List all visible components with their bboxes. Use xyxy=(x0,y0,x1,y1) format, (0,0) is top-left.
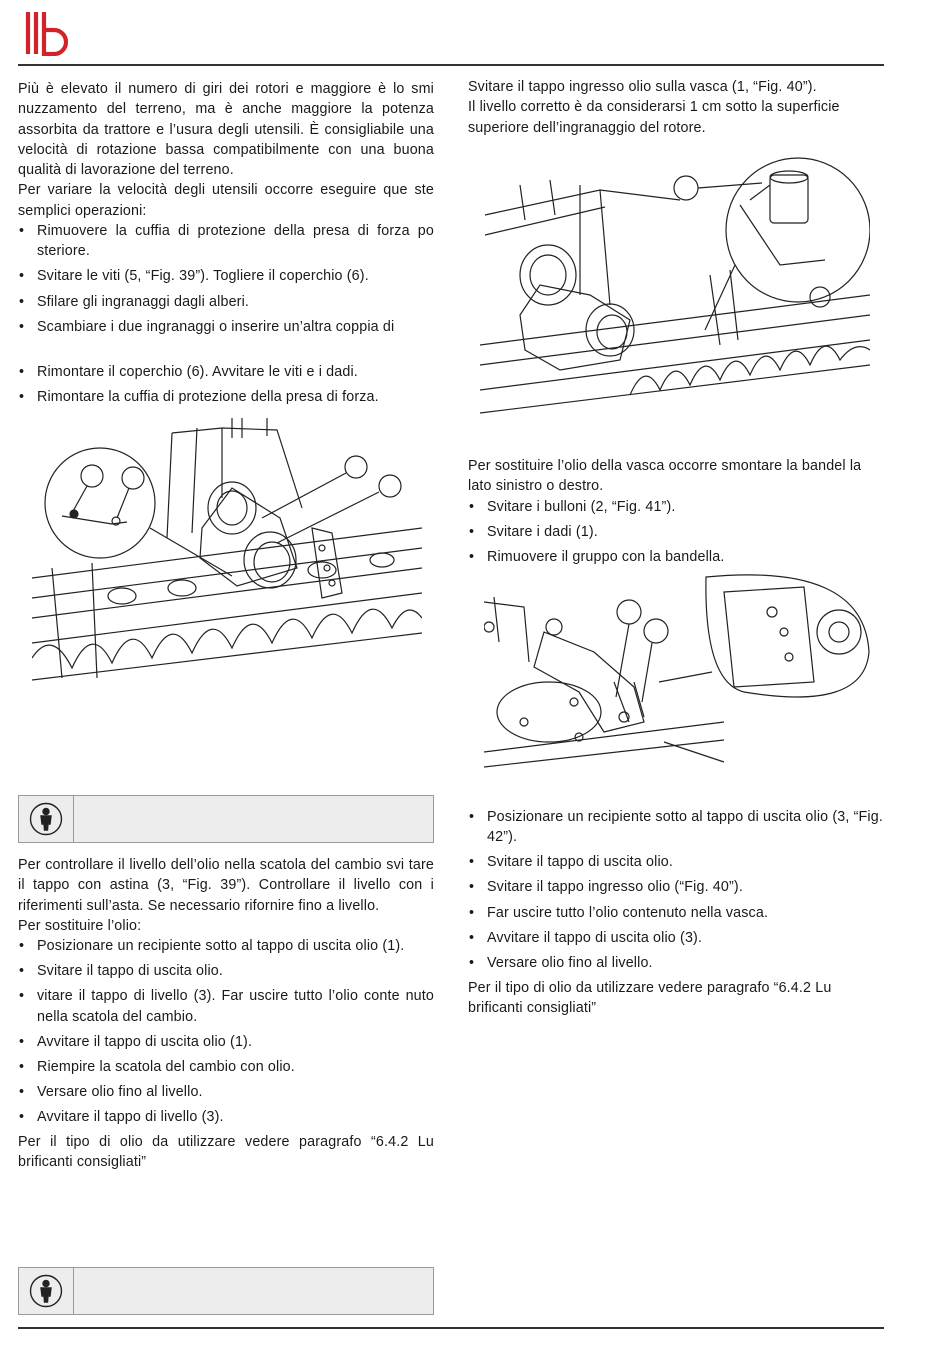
list-item: • Svitare i bulloni (2, “Fig. 41”). xyxy=(468,497,886,517)
figure-gearbox-illustration xyxy=(32,418,422,686)
note-box xyxy=(18,1267,434,1315)
tank-steps-list xyxy=(468,807,886,973)
callout-circle xyxy=(674,176,698,200)
tank-level-note: Il livello corretto è da considerarsi 1 cm sotto la superficie superiore dell’ingranaggio del rotore. xyxy=(468,99,840,136)
intro-paragraph: Più è elevato il numero di giri dei rotori e maggiore è lo smi nuzzamento del terreno, ma è anche maggiore la potenza assorbita da trattore e l’usura degli utensili. È consigliabile una velocità di rotazione bassa compatibilmente con una buona qualità di lavorazione del terreno. xyxy=(18,81,434,179)
operator-person-icon xyxy=(19,1268,74,1314)
oil-check-paragraph: Per controllare il livello dell’olio nella scatola del cambio svi tare il tappo con astina (3, “Fig. 39”). Controllare il livello con i riferimenti sull’asta. Se necessario rifornire fino a livello. xyxy=(18,857,434,914)
list-item: • Far uscire tutto l’olio contenuto nella vasca. xyxy=(468,903,886,923)
figure-bandella-illustration xyxy=(484,572,874,768)
oil-steps-list xyxy=(18,936,434,1127)
detail-outline xyxy=(706,575,869,697)
list-item: • Svitare le viti (5, “Fig. 39”). Togliere il coperchio (6). xyxy=(18,266,434,286)
operator-person-icon xyxy=(19,796,74,842)
brand-logo xyxy=(24,10,72,56)
speed-steps-list xyxy=(18,221,434,407)
list-item: • Versare olio fino al livello. xyxy=(468,953,886,973)
lubricant-reference: Per il tipo di olio da utilizzare vedere paragrafo “6.4.2 Lu brificanti consigliati” xyxy=(468,979,832,1017)
intro-steps-lead: Per variare la velocità degli utensili occorre eseguire que ste semplici operazioni: xyxy=(18,182,434,219)
header-rule xyxy=(18,64,884,66)
oil-steps-lead: Per sostituire l’olio: xyxy=(18,917,142,934)
list-item: • Sfilare gli ingranaggi dagli alberi. xyxy=(18,292,434,312)
tank-fill-section xyxy=(468,77,886,138)
callout-circle xyxy=(617,600,641,624)
list-item: • Avvitare il tappo di livello (3). xyxy=(18,1107,434,1127)
callout-circle xyxy=(81,465,103,487)
list-item: • Rimontare il coperchio (6). Avvitare le viti e i dadi. xyxy=(18,362,434,382)
callout-circle xyxy=(644,619,668,643)
list-item: • Rimuovere il gruppo con la bandella. xyxy=(468,547,886,567)
list-item: • Rimontare la cuffia di protezione della presa di forza. xyxy=(18,387,434,407)
speed-section xyxy=(18,79,434,412)
list-item: • Svitare il tappo di uscita olio. xyxy=(468,852,886,872)
list-item: • Posizionare un recipiente sotto al tappo di uscita olio (1). xyxy=(18,936,434,956)
detail-circle xyxy=(45,448,155,558)
list-item: • Posizionare un recipiente sotto al tappo di uscita olio (3, “Fig. 42”). xyxy=(468,807,886,848)
list-item: • Versare olio fino al livello. xyxy=(18,1082,434,1102)
list-item: • Svitare i dadi (1). xyxy=(468,522,886,542)
list-item: • Scambiare i due ingranaggi o inserire un’altra coppia di xyxy=(18,317,434,337)
bandella-section xyxy=(468,456,886,572)
lubricant-reference: Per il tipo di olio da utilizzare vedere paragrafo “6.4.2 Lu brificanti consigliati” xyxy=(18,1134,434,1171)
note-box xyxy=(18,795,434,843)
list-item: • vitare il tappo di livello (3). Far uscire tutto l’olio conte nuto nella scatola del cambio. xyxy=(18,986,434,1027)
bandella-steps-list xyxy=(468,497,886,567)
callout-circle xyxy=(122,467,144,489)
detail-circle xyxy=(726,158,870,302)
callout-circle xyxy=(379,475,401,497)
list-item: • Avvitare il tappo di uscita olio (1). xyxy=(18,1032,434,1052)
list-item: • Svitare il tappo ingresso olio (“Fig. 40”). xyxy=(468,877,886,897)
list-item: • Avvitare il tappo di uscita olio (3). xyxy=(468,928,886,948)
callout-circle xyxy=(345,456,367,478)
list-item: • Riempire la scatola del cambio con olio. xyxy=(18,1057,434,1077)
list-item: • Svitare il tappo di uscita olio. xyxy=(18,961,434,981)
list-item: • Rimuovere la cuffia di protezione della presa di forza po steriore. xyxy=(18,221,434,262)
gearbox-oil-section xyxy=(18,855,434,1173)
tank-oil-section xyxy=(468,807,886,1018)
figure-tank-fill-illustration xyxy=(480,145,870,415)
footer-rule xyxy=(18,1327,884,1329)
bandella-paragraph: Per sostituire l’olio della vasca occorre smontare la bandel la lato sinistro o destro. xyxy=(468,458,862,495)
tank-fill-instruction: Svitare il tappo ingresso olio sulla vasca (1, “Fig. 40”). xyxy=(468,79,817,95)
